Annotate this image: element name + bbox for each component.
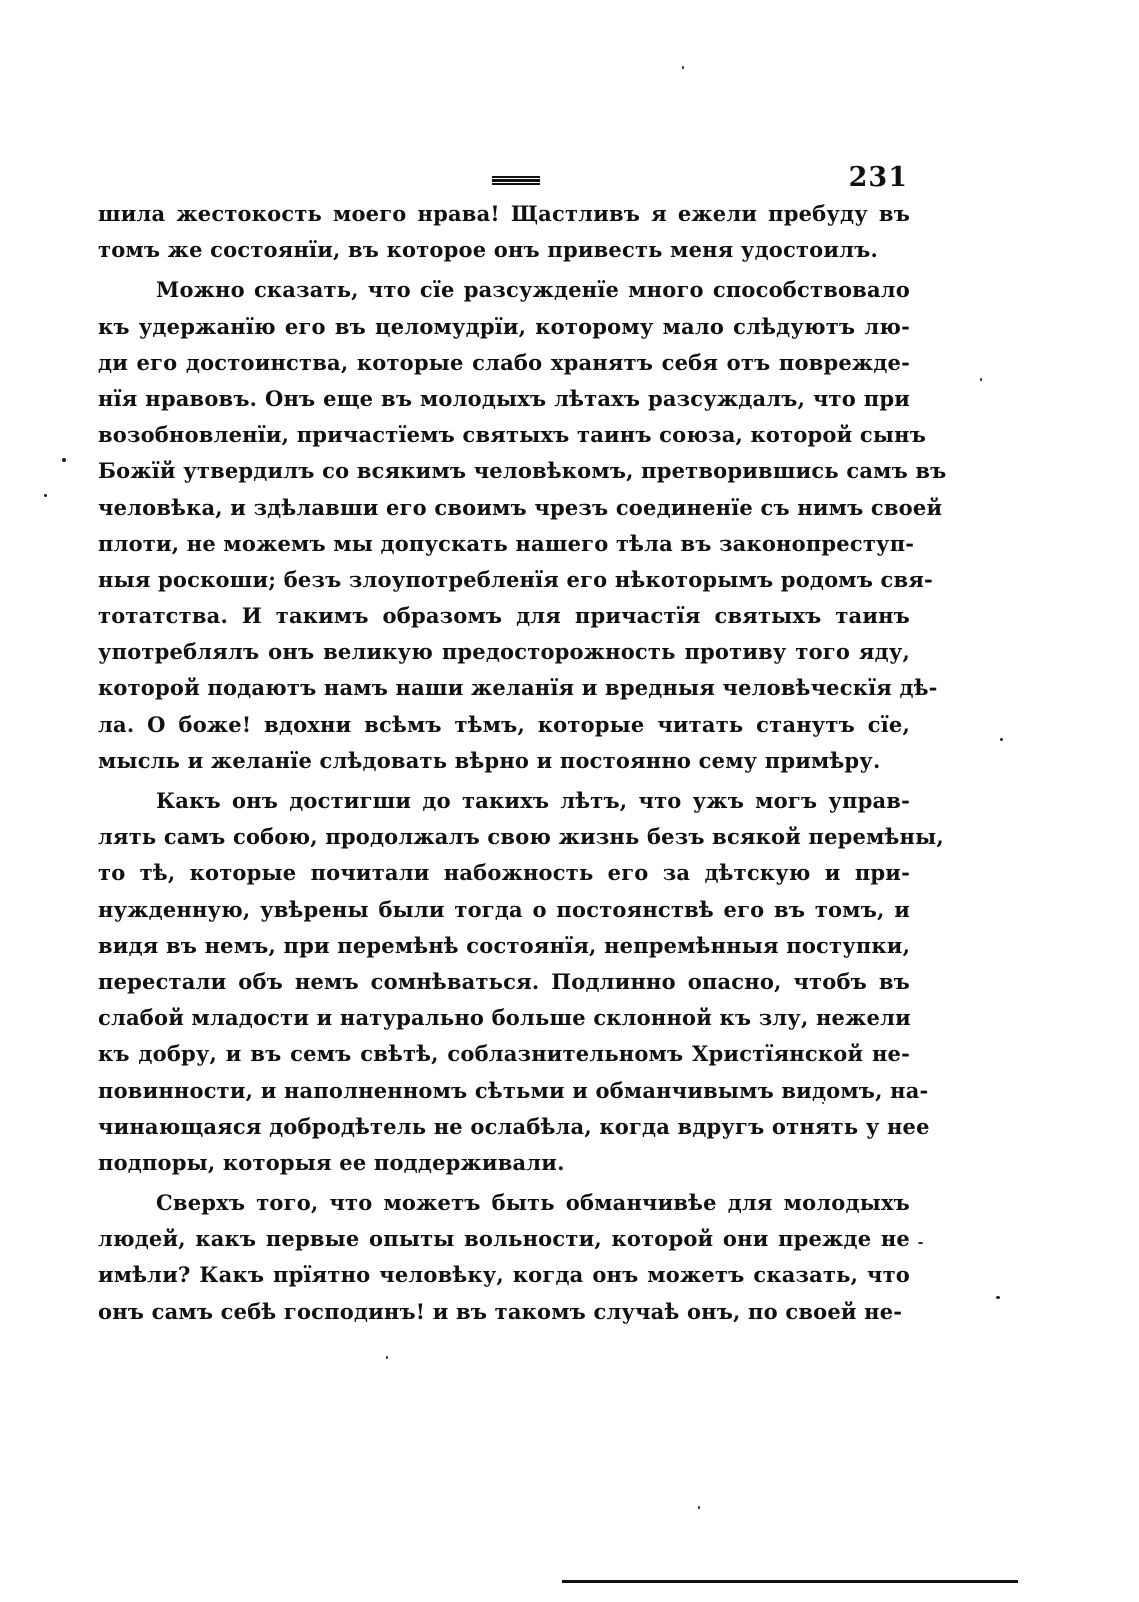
text-line: слабой младости и натурально больше склонной къ злу, нежели xyxy=(98,1005,911,1031)
bottom-rule xyxy=(562,1580,1018,1583)
text-line: человѣка, и здѣлавши его своимъ чрезъ соединенїе съ нимъ своей xyxy=(98,494,943,520)
text-line: къ удержанїю его въ целомудрїи, которому мало слѣдуютъ лю- xyxy=(98,313,910,339)
scan-speck xyxy=(386,1356,388,1359)
text-line: лять самъ собою, продолжалъ свою жизнь безъ всякой перемѣны, xyxy=(98,824,944,850)
text-line: онъ самъ себѣ господинъ! и въ такомъ случаѣ онъ, по своей не- xyxy=(98,1298,903,1324)
scan-speck xyxy=(980,378,982,381)
text-line: тотатства. И такимъ образомъ для причастїя святыхъ таинъ xyxy=(98,603,910,629)
text-line: томъ же состоянїи, въ которое онъ привесть меня удостоилъ. xyxy=(98,237,878,263)
text-line: употреблялъ онъ великую предосторожность противу того яду, xyxy=(98,639,910,665)
text-line: повинности, и наполненномъ сѣтьми и обманчивымъ видомъ, на- xyxy=(98,1077,929,1103)
text-line: плоти, не можемъ мы допускать нашего тѣла въ законопреступ- xyxy=(98,530,915,556)
scan-speck xyxy=(682,66,684,69)
text-line: Можно сказать, что сїе разсужденїе много способствовало xyxy=(156,277,910,303)
text-line: ныя роскоши; безъ злоупотребленїя его нѣкоторымъ родомъ свя- xyxy=(98,566,933,592)
text-line: то тѣ, которые почитали набожность его за дѣтскую и при- xyxy=(98,860,910,886)
page-number: 231 xyxy=(848,162,908,193)
text-line: мысль и желанїе слѣдовать вѣрно и постоянно сему примѣру. xyxy=(98,747,881,773)
text-line: имѣли? Какъ прїятно человѣку, когда онъ можетъ сказать, что xyxy=(98,1262,910,1288)
text-line: людей, какъ первые опыты вольности, которой они прежде не xyxy=(98,1226,910,1252)
text-line: Божїй утвердилъ со всякимъ человѣкомъ, претворившись самъ въ xyxy=(98,458,947,484)
scan-speck xyxy=(698,1506,700,1509)
text-line: видя въ немъ, при перемѣнѣ состоянїя, непремѣнныя поступки, xyxy=(98,932,911,958)
text-line: нїя нравовъ. Онъ еще въ молодыхъ лѣтахъ разсуждалъ, что при xyxy=(98,385,910,411)
scan-speck xyxy=(62,458,66,462)
scan-speck xyxy=(1000,738,1003,741)
scan-speck xyxy=(996,1296,1000,1299)
text-line: подпоры, которыя ее поддерживали. xyxy=(98,1149,565,1175)
scan-speck xyxy=(44,494,47,497)
text-line: нужденную, увѣрены были тогда о постоянствѣ его въ томъ, и xyxy=(98,896,910,922)
text-line: перестали объ немъ сомнѣваться. Подлинно опасно, чтобъ въ xyxy=(98,968,910,994)
scan-speck xyxy=(918,1242,923,1244)
header-ornament xyxy=(492,176,540,185)
text-line: ла. О боже! вдохни всѣмъ тѣмъ, которые читать станутъ сїе, xyxy=(98,711,910,737)
text-line: шила жестокость моего нрава! Щастливъ я ежели пребуду въ xyxy=(98,201,910,226)
text-line: чинающаяся добродѣтель не ослабѣла, когда вдругъ отнять у нее xyxy=(98,1113,930,1139)
body-text xyxy=(98,196,947,1330)
scan-speck xyxy=(822,1102,824,1104)
text-line: ди его достоинства, которые слабо хранятъ себя отъ поврежде- xyxy=(98,349,910,375)
text-line: Какъ онъ достигши до такихъ лѣтъ, что ужъ могъ управ- xyxy=(156,788,910,813)
text-line: которой подаютъ намъ наши желанїя и вредныя человѣческїя дѣ- xyxy=(98,675,938,701)
text-line: Сверхъ того, что можетъ быть обманчивѣе для молодыхъ xyxy=(156,1190,910,1216)
text-line: возобновленїи, причастїемъ святыхъ таинъ союза, которой сынъ xyxy=(98,422,927,448)
text-line: къ добру, и въ семъ свѣтѣ, соблазнительномъ Христїянской не- xyxy=(98,1041,910,1067)
